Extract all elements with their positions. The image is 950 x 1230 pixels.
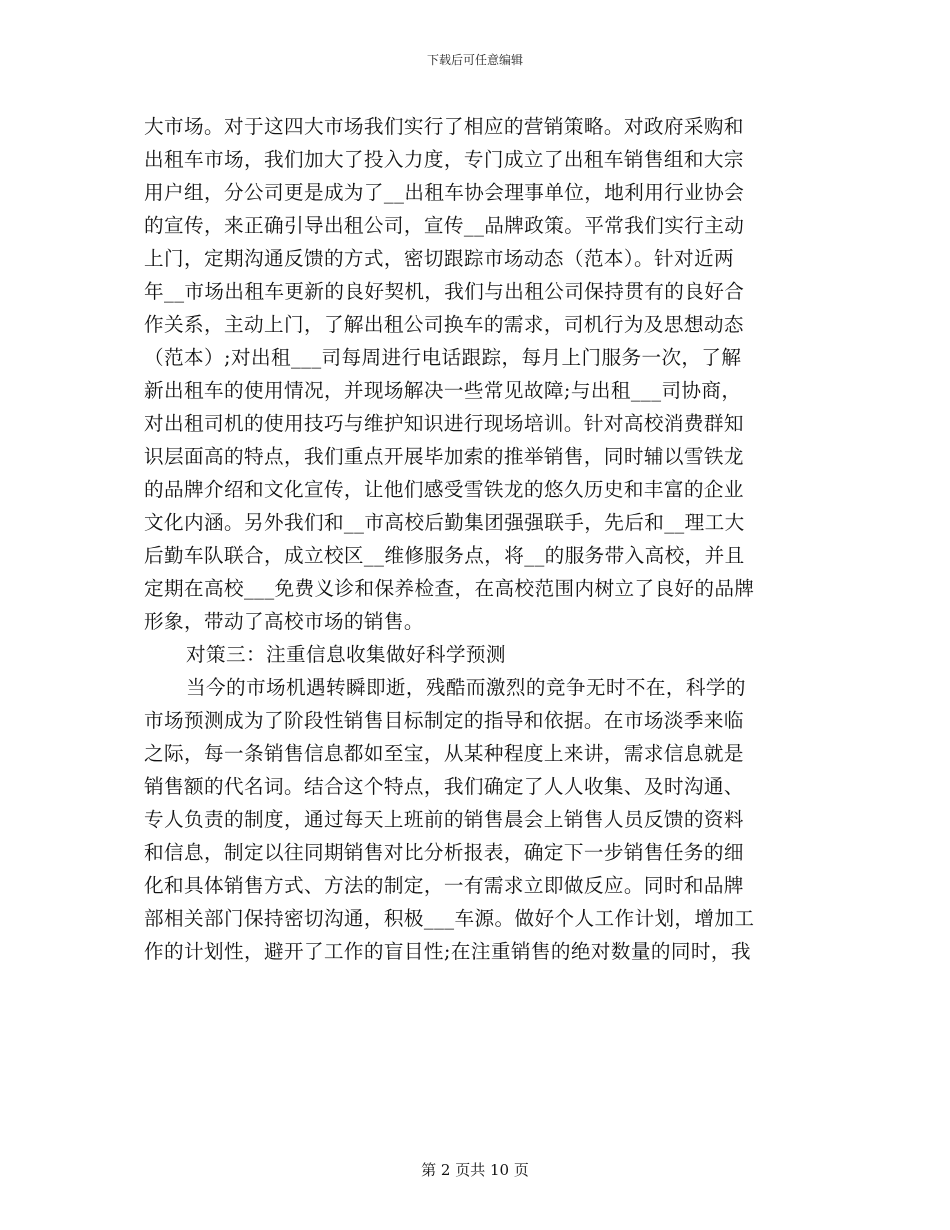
body-line-1: 大市场。对于这四大市场我们实行了相应的营销策略。对政府采购和 (144, 115, 744, 138)
body-line-20: 之际，每一条销售信息都如至宝，从某种程度上来讲，需求信息就是 (144, 742, 744, 765)
body-line-6: 年__市场出租车更新的良好契机，我们与出租公司保持贯有的良好合 (144, 280, 745, 303)
body-line-22: 专人负责的制度，通过每天上班前的销售晨会上销售人员反馈的资料 (144, 808, 744, 831)
body-line-21: 销售额的代名词。结合这个特点，我们确定了人人收集、及时沟通、 (144, 775, 744, 798)
body-line-16: 形象，带动了高校市场的销售。 (144, 610, 424, 633)
body-line-10: 对出租司机的使用技巧与维护知识进行现场培训。针对高校消费群知 (144, 412, 744, 435)
page-header: 下载后可任意编辑 (426, 53, 523, 67)
body-line-2: 出租车市场，我们加大了投入力度，专门成立了出租车销售组和大宗 (144, 148, 744, 171)
body-line-5: 上门，定期沟通反馈的方式，密切跟踪市场动态（范本）。针对近两 (144, 247, 735, 270)
page-footer: 第 2 页共 10 页 (421, 1161, 529, 1179)
body-line-23: 和信息，制定以往同期销售对比分析报表，确定下一步销售任务的细 (144, 841, 744, 864)
body-line-14: 后勤车队联合，成立校区__维修服务点，将__的服务带入高校，并且 (144, 544, 745, 567)
body-line-8: （范本）;对出租___司每周进行电话跟踪，每月上门服务一次，了解 (144, 346, 742, 369)
body-line-24: 化和具体销售方式、方法的制定，一有需求立即做反应。同时和品牌 (144, 874, 744, 897)
section-heading: 对策三：注重信息收集做好科学预测 (186, 643, 506, 666)
body-line-19: 市场预测成为了阶段性销售目标制定的指导和依据。在市场淡季来临 (144, 709, 744, 732)
body-line-12: 的品牌介绍和文化宣传，让他们感受雪铁龙的悠久历史和丰富的企业 (144, 478, 744, 501)
body-line-25: 部相关部门保持密切沟通，积极___车源。做好个人工作计划，增加工 (144, 907, 755, 930)
body-line-4: 的宣传，来正确引导出租公司，宣传__品牌政策。平常我们实行主动 (144, 214, 745, 237)
body-line-15: 定期在高校___免费义诊和保养检查，在高校范围内树立了良好的品牌 (144, 577, 755, 600)
body-line-26: 作的计划性，避开了工作的盲目性;在注重销售的绝对数量的同时，我 (144, 940, 751, 963)
document-body (144, 110, 804, 968)
body-line-3: 用户组，分公司更是成为了__出租车协会理事单位，地利用行业协会 (144, 181, 745, 204)
body-line-7: 作关系，主动上门，了解出租公司换车的需求，司机行为及思想动态 (144, 313, 744, 336)
body-line-18: 当今的市场机遇转瞬即逝，残酷而激烈的竞争无时不在，科学的 (186, 676, 746, 699)
body-line-9: 新出租车的使用情况，并现场解决一些常见故障;与出租___司协商， (144, 379, 742, 402)
body-line-11: 识层面高的特点，我们重点开展毕加索的推举销售，同时辅以雪铁龙 (144, 445, 744, 468)
body-line-13: 文化内涵。另外我们和__市高校后勤集团强强联手，先后和__理工大 (144, 511, 745, 534)
